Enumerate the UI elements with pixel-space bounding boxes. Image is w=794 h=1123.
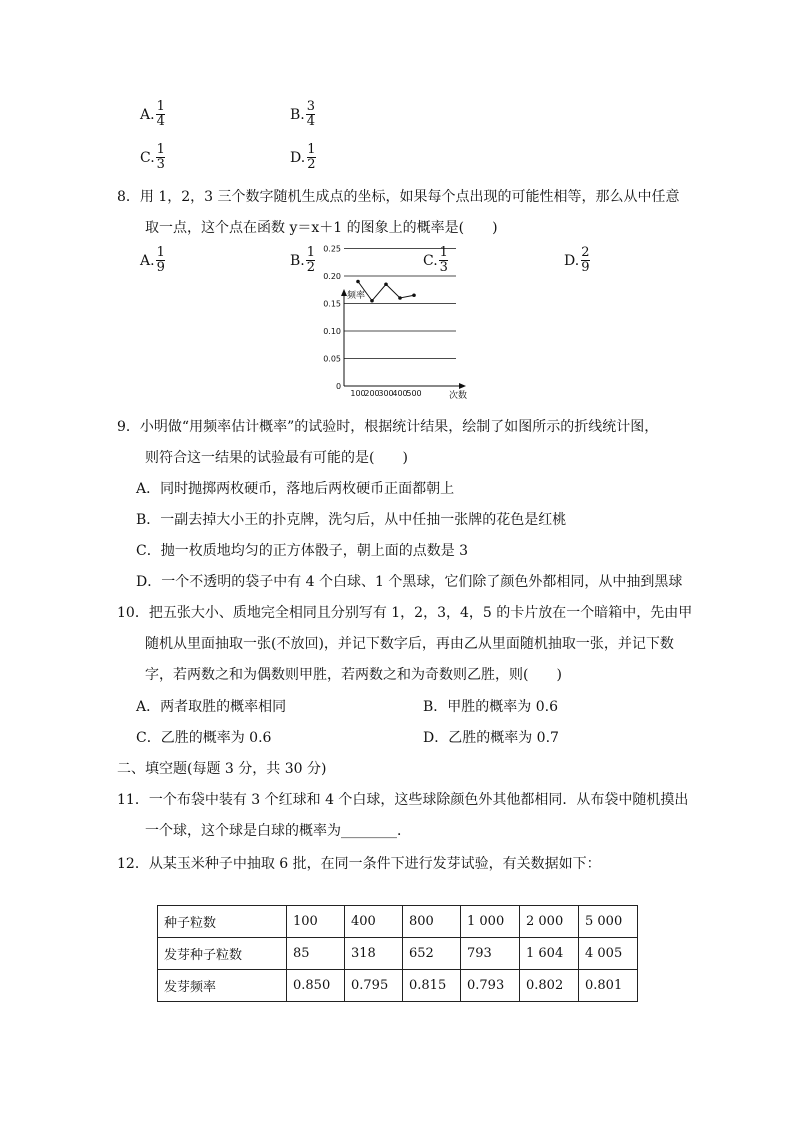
- origin-label: 0: [336, 382, 342, 391]
- x-tick-label: 100: [350, 389, 366, 398]
- q8-option-a: A. $\frac{1}{9}$: [140, 245, 165, 275]
- q7-option-b: B. $\frac{3}{4}$: [290, 99, 316, 129]
- q11-stem-line1: 11．一个布袋中装有 3 个红球和 4 个白球，这些球除颜色外其他都相同．从布袋中随机摸出: [117, 792, 689, 808]
- x-tick-label: 200: [364, 389, 380, 398]
- table-cell: 1 604: [520, 938, 579, 970]
- q8-option-d: D. $\frac{2}{9}$: [564, 245, 590, 275]
- x-tick-label: 500: [406, 389, 422, 398]
- row-header: 发芽频率: [158, 970, 287, 1002]
- q11-stem-line2: 一个球，这个球是白球的概率为________．: [145, 823, 411, 839]
- x-tick-label: 400: [392, 389, 408, 398]
- q7-option-a: A. $\frac{1}{4}$: [140, 99, 165, 129]
- q10-stem-line2: 随机从里面抽取一张(不放回)，并记下数字后，再由乙从里面随机抽取一张，并记下数: [145, 636, 674, 652]
- q8-stem-line2: 取一点，这个点在函数 y＝x＋1 的图象上的概率是( ): [145, 220, 498, 236]
- table-cell: 800: [403, 906, 461, 938]
- fraction: $\frac{1}{2}$: [306, 245, 316, 275]
- table-row: [158, 906, 638, 938]
- germination-table: [157, 905, 638, 1002]
- fraction: $\frac{1}{3}$: [156, 142, 165, 172]
- table-cell: 400: [345, 906, 403, 938]
- q7-option-d: D. $\frac{1}{2}$: [290, 142, 316, 172]
- fraction: $\frac{1}{2}$: [307, 142, 316, 172]
- x-tick-label: 300: [378, 389, 394, 398]
- q9-option-b: B．一副去掉大小王的扑克牌，洗匀后，从中任抽一张牌的花色是红桃: [136, 512, 567, 528]
- section-heading: 二、填空题(每题 3 分，共 30 分): [117, 761, 327, 777]
- table-cell: 2 000: [520, 906, 579, 938]
- table-cell: 793: [461, 938, 520, 970]
- fraction: $\frac{1}{9}$: [156, 245, 165, 275]
- row-header: 种子粒数: [158, 906, 287, 938]
- y-tick-label: 0.25: [323, 244, 341, 254]
- q10-option-d: D．乙胜的概率为 0.7: [423, 730, 559, 746]
- fraction: $\frac{2}{9}$: [581, 245, 590, 275]
- q10-option-c: C．乙胜的概率为 0.6: [136, 730, 272, 746]
- data-point: [412, 293, 416, 297]
- data-point: [384, 282, 388, 286]
- q8-option-b: B. $\frac{1}{2}$: [290, 245, 316, 275]
- table-cell: 0.802: [520, 970, 579, 1002]
- table-cell: 318: [345, 938, 403, 970]
- table-cell: 100: [287, 906, 345, 938]
- q8-stem-line1: 8．用 1，2，3 三个数字随机生成点的坐标，如果每个点出现的可能性相等，那么从中任意: [117, 189, 680, 205]
- fraction: $\frac{3}{4}$: [306, 99, 316, 129]
- q10-stem-line3: 字，若两数之和为偶数则甲胜，若两数之和为奇数则乙胜，则( ): [145, 667, 562, 683]
- fraction: $\frac{1}{3}$: [439, 245, 448, 275]
- q9-option-a: A．同时抛掷两枚硬币，落地后两枚硬币正面都朝上: [136, 481, 455, 497]
- y-tick-label: 0.10: [323, 327, 341, 336]
- data-point: [356, 280, 360, 284]
- q9-stem-line2: 则符合这一结果的试验最有可能的是( ): [145, 450, 408, 466]
- table-row: [158, 938, 638, 970]
- y-tick-label: 0.05: [323, 354, 341, 364]
- q10-option-b: B．甲胜的概率为 0.6: [423, 699, 559, 715]
- data-point: [398, 296, 402, 300]
- q7-option-c: C. $\frac{1}{3}$: [140, 142, 165, 172]
- q12-stem-line1: 12．从某玉米种子中抽取 6 批，在同一条件下进行发芽试验，有关数据如下：: [117, 856, 601, 872]
- table-row: [158, 970, 638, 1002]
- row-header: 发芽种子粒数: [158, 938, 287, 970]
- table-cell: 1 000: [461, 906, 520, 938]
- table-cell: 0.793: [461, 970, 520, 1002]
- table-cell: 0.815: [403, 970, 461, 1002]
- table-cell: 652: [403, 938, 461, 970]
- q8-option-c: C. $\frac{1}{3}$: [423, 245, 448, 275]
- y-tick-label: 0.20: [323, 272, 341, 281]
- q9-option-d: D．一个不透明的袋子中有 4 个白球、1 个黑球，它们除了颜色外都相同，从中抽到黑球: [136, 574, 683, 590]
- x-axis-arrow: [459, 383, 466, 389]
- table-cell: 5 000: [579, 906, 638, 938]
- y-tick-label: 0.15: [323, 299, 341, 309]
- data-point: [370, 299, 374, 303]
- q9-option-c: C．抛一枚质地均匀的正方体骰子，朝上面的点数是 3: [136, 543, 469, 559]
- q10-option-a: A．两者取胜的概率相同: [136, 699, 287, 715]
- fraction: $\frac{1}{4}$: [156, 99, 165, 129]
- q9-stem-line1: 9．小明做“用频率估计概率”的试验时，根据统计结果，绘制了如图所示的折线统计图，: [117, 419, 659, 435]
- x-axis-label: 次数: [449, 391, 468, 401]
- table-cell: 0.850: [287, 970, 345, 1002]
- y-axis-label: 频率: [347, 291, 366, 301]
- table-cell: 0.795: [345, 970, 403, 1002]
- table-cell: 0.801: [579, 970, 638, 1002]
- table-cell: 4 005: [579, 938, 638, 970]
- q10-stem-line1: 10．把五张大小、质地完全相同且分别写有 1，2，3，4，5 的卡片放在一个暗箱中，先由甲: [117, 605, 693, 621]
- table-cell: 85: [287, 938, 345, 970]
